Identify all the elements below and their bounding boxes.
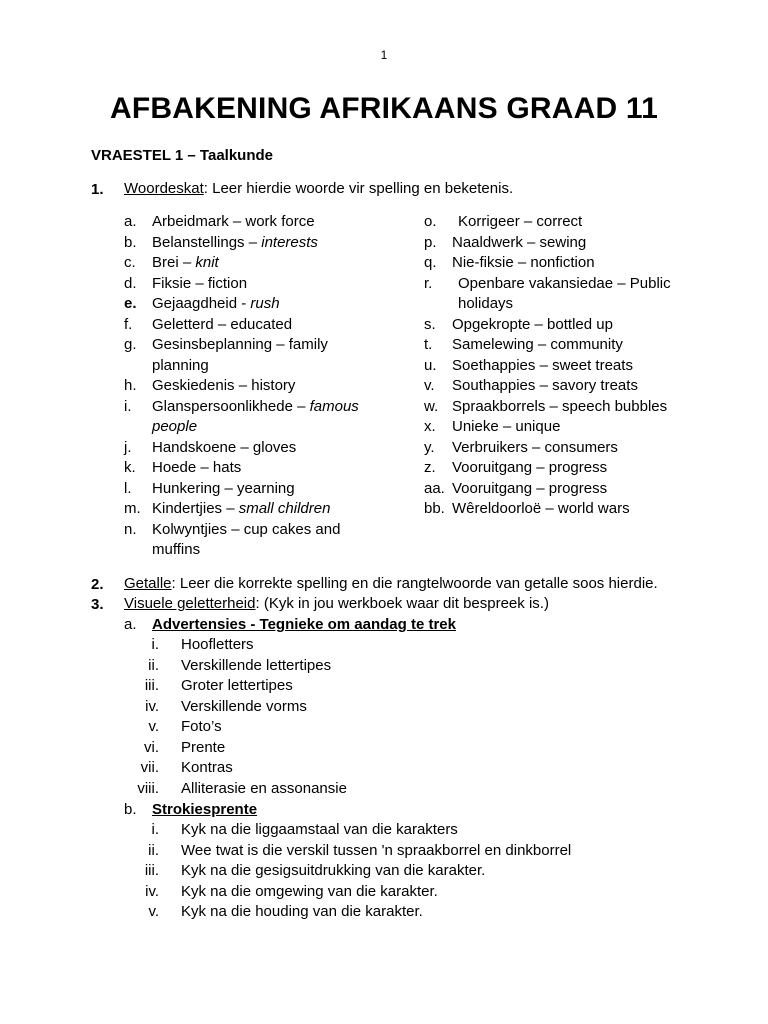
word-item (124, 376, 384, 397)
list-item-text: Wee twat is die verskil tussen 'n spraakborrel en dinkborrel (181, 841, 572, 859)
word-item-marker: u. (424, 356, 437, 374)
list-item-text: Hoofletters (181, 636, 254, 653)
subsection-b-list (136, 820, 636, 923)
word-item (124, 520, 384, 561)
section-2-number: 2. (91, 576, 104, 593)
word-item (124, 335, 384, 376)
page-number: 1 (380, 48, 388, 62)
word-item-translation: famous people (152, 397, 359, 435)
word-item-term: Brei – (152, 254, 196, 271)
subsection-a-list (136, 635, 636, 799)
subsection-b-heading: Strokiesprente (152, 801, 258, 818)
list-item-marker: iv. (145, 697, 159, 715)
word-item-marker: t. (424, 336, 433, 353)
word-item-marker: y. (424, 438, 435, 456)
list-item-marker: i. (151, 821, 159, 838)
word-item-marker: j. (124, 438, 132, 456)
list-item (136, 902, 636, 923)
list-item-marker: iv. (145, 882, 159, 900)
word-item-marker: x. (424, 418, 436, 435)
list-item (136, 656, 636, 677)
word-item (124, 294, 384, 315)
word-item (124, 315, 384, 336)
word-item-marker: a. (124, 213, 137, 230)
word-item-translation: rush (250, 295, 280, 312)
word-item-translation: interests (261, 233, 318, 251)
word-item-text (152, 275, 247, 292)
list-item (136, 697, 636, 718)
word-item-text (452, 234, 586, 251)
word-item (424, 397, 714, 418)
list-item (136, 820, 636, 841)
word-item (124, 274, 384, 295)
word-item (424, 438, 714, 459)
word-item-term: Soethappies – sweet treats (452, 356, 633, 374)
list-item (136, 738, 636, 759)
word-item-text (152, 234, 318, 251)
word-item-text (152, 377, 295, 394)
word-item-text (152, 295, 280, 312)
section-3-line (124, 594, 549, 615)
list-item-marker: i. (151, 636, 159, 653)
subsection-b-marker: b. (124, 801, 137, 818)
subsection-a-marker: a. (124, 616, 137, 633)
word-item-marker: m. (124, 500, 141, 517)
word-item-text (152, 459, 241, 476)
word-item-marker: v. (424, 377, 435, 394)
word-item (424, 458, 714, 479)
word-item-term: Opgekropte – bottled up (452, 315, 613, 333)
word-item-marker: n. (124, 520, 137, 538)
word-item-term: Arbeidmark – work force (152, 213, 315, 230)
word-item-marker: p. (424, 233, 437, 251)
list-item-text: Groter lettertipes (181, 677, 293, 694)
list-item-marker: ii. (148, 656, 159, 674)
word-item-text (452, 418, 560, 435)
word-item-text (152, 500, 330, 517)
word-item (424, 253, 714, 274)
list-item-marker: iii. (144, 677, 159, 694)
word-item-term: Southappies – savory treats (452, 377, 638, 394)
list-item-text: Kyk na die gesigsuitdrukking van die karakter. (181, 862, 486, 879)
word-item-text (152, 521, 340, 559)
word-item (124, 458, 384, 479)
word-item (124, 438, 384, 459)
list-item-marker: iii. (144, 862, 159, 879)
word-item (424, 274, 714, 315)
word-item-marker: r. (424, 274, 433, 292)
section-1-text: : Leer hierdie woorde vir spelling en beketenis. (203, 180, 514, 197)
word-item (424, 376, 714, 397)
word-item-text (452, 398, 667, 415)
list-item (136, 841, 636, 862)
word-item-marker: k. (124, 459, 136, 476)
word-item-term: Geskiedenis – history (152, 377, 296, 394)
word-item-text (152, 480, 295, 497)
word-item-marker: h. (124, 377, 137, 394)
word-item (424, 233, 714, 254)
list-item-text: Kyk na die omgewing van die karakter. (181, 882, 438, 900)
word-item-term: Samelewing – community (452, 336, 623, 353)
word-item-text (152, 254, 219, 271)
word-item-term: Gejaagdheid - (152, 295, 251, 312)
word-item-term: Spraakborrels – speech bubbles (452, 397, 668, 415)
list-item (136, 861, 636, 882)
list-item-marker: v. (148, 718, 159, 735)
word-item-marker: z. (424, 459, 436, 476)
word-item-text (452, 377, 638, 394)
section-2-line (124, 574, 658, 595)
word-item-term: Gesinsbeplanning – family planning (152, 336, 328, 374)
word-item (424, 212, 714, 233)
word-item-term: Glanspersoonlikhede – (152, 397, 310, 415)
section-3-number: 3. (91, 596, 104, 613)
word-item-term: Naaldwerk – sewing (452, 233, 587, 251)
word-item-text (452, 274, 714, 315)
list-item (136, 635, 636, 656)
list-item-marker: vi. (144, 738, 159, 756)
word-item-text (452, 500, 630, 517)
word-item-text (452, 316, 613, 333)
word-item-text (452, 212, 714, 233)
word-item-text (152, 439, 296, 456)
word-item-term: Hoede – hats (152, 459, 242, 476)
word-item (424, 417, 714, 438)
word-item-marker: s. (424, 315, 436, 333)
word-item-marker: o. (424, 213, 437, 230)
subsection-a (124, 616, 456, 633)
word-item-marker: q. (424, 254, 437, 271)
list-item (136, 882, 636, 903)
word-item-term: Vooruitgang – progress (452, 479, 608, 497)
list-item (136, 779, 636, 800)
word-item-marker: d. (124, 274, 137, 292)
section-2-heading: Getalle (124, 575, 172, 592)
word-item (424, 315, 714, 336)
word-item (124, 479, 384, 500)
word-item-text (452, 357, 633, 374)
word-item-marker: aa. (424, 479, 445, 497)
word-item-translation: small children (238, 500, 331, 517)
word-item-text (452, 480, 607, 497)
word-item-text (452, 459, 607, 476)
word-item-term: Unieke – unique (452, 418, 561, 435)
word-item-marker: e. (124, 295, 137, 312)
word-item-marker: w. (424, 397, 439, 415)
word-item-term: Openbare vakansiedae – Public holidays (458, 274, 671, 312)
list-item-marker: vii. (140, 759, 159, 776)
word-item-term: Hunkering – yearning (152, 479, 295, 497)
list-item (136, 758, 636, 779)
subsection-a-heading: Advertensies - Tegnieke om aandag te trek (152, 616, 456, 633)
word-item (424, 499, 714, 520)
word-item (124, 253, 384, 274)
word-item-text (152, 398, 359, 436)
word-item-text (452, 254, 595, 271)
word-item-text (152, 213, 315, 230)
word-item-marker: g. (124, 336, 137, 353)
list-item-text: Prente (181, 738, 226, 756)
word-item-text (452, 439, 618, 456)
word-item-marker: b. (124, 233, 137, 251)
word-item-term: Fiksie – fiction (152, 274, 248, 292)
list-item-text: Alliterasie en assonansie (181, 779, 347, 797)
word-item (124, 499, 384, 520)
word-item-term: Vooruitgang – progress (452, 459, 608, 476)
word-item-term: Belanstellings – (152, 233, 262, 251)
paper-heading: VRAESTEL 1 – Taalkunde (91, 147, 273, 164)
word-item-marker: l. (124, 479, 132, 497)
word-item-marker: c. (124, 254, 136, 271)
section-2-text: : Leer die korrekte spelling en die rangtelwoorde van getalle soos hierdie. (171, 575, 658, 592)
word-item-term: Wêreldoorloë – world wars (452, 500, 630, 517)
list-item (136, 676, 636, 697)
word-item-marker: i. (124, 397, 132, 415)
section-3-heading: Visuele geletterheid (124, 595, 256, 612)
word-item-term: Verbruikers – consumers (452, 438, 618, 456)
list-item-text: Verskillende lettertipes (181, 656, 332, 674)
word-item-term: Kindertjies – (152, 500, 239, 517)
section-3-text: : (Kyk in jou werkboek waar dit bespreek is.) (255, 595, 549, 612)
word-item-term: Kolwyntjies – cup cakes and muffins (152, 520, 341, 558)
list-item-text: Foto’s (181, 718, 222, 735)
word-item-text (152, 336, 328, 374)
word-item-text (452, 336, 623, 353)
list-item-text: Kontras (181, 759, 233, 776)
word-item (424, 479, 714, 500)
word-item-term: Handskoene – gloves (152, 438, 297, 456)
list-item-marker: v. (148, 903, 159, 920)
word-list-left (124, 212, 384, 561)
word-item-term: Nie-fiksie – nonfiction (452, 254, 595, 271)
section-1-heading: Woordeskat (124, 180, 204, 197)
subsection-b (124, 801, 257, 818)
word-item (124, 212, 384, 233)
word-item (424, 335, 714, 356)
list-item-text: Kyk na die liggaamstaal van die karakters (181, 821, 458, 838)
word-item-term: Korrigeer – correct (458, 213, 583, 230)
list-item-text: Verskillende vorms (181, 697, 307, 715)
word-item-translation: knit (195, 254, 219, 271)
document-title: AFBAKENING AFRIKAANS GRAAD 11 (109, 92, 659, 125)
list-item-marker: viii. (137, 779, 159, 797)
word-item (124, 397, 384, 438)
word-item (424, 356, 714, 377)
section-1-line (124, 179, 513, 200)
word-item-text (152, 316, 292, 333)
list-item (136, 717, 636, 738)
section-1-number: 1. (91, 181, 104, 198)
word-list-right (424, 212, 714, 520)
word-item-marker: bb. (424, 500, 445, 517)
list-item-text: Kyk na die houding van die karakter. (181, 903, 423, 920)
word-item-marker: f. (124, 315, 133, 333)
word-item-term: Geletterd – educated (152, 315, 293, 333)
word-item (124, 233, 384, 254)
list-item-marker: ii. (148, 841, 159, 859)
